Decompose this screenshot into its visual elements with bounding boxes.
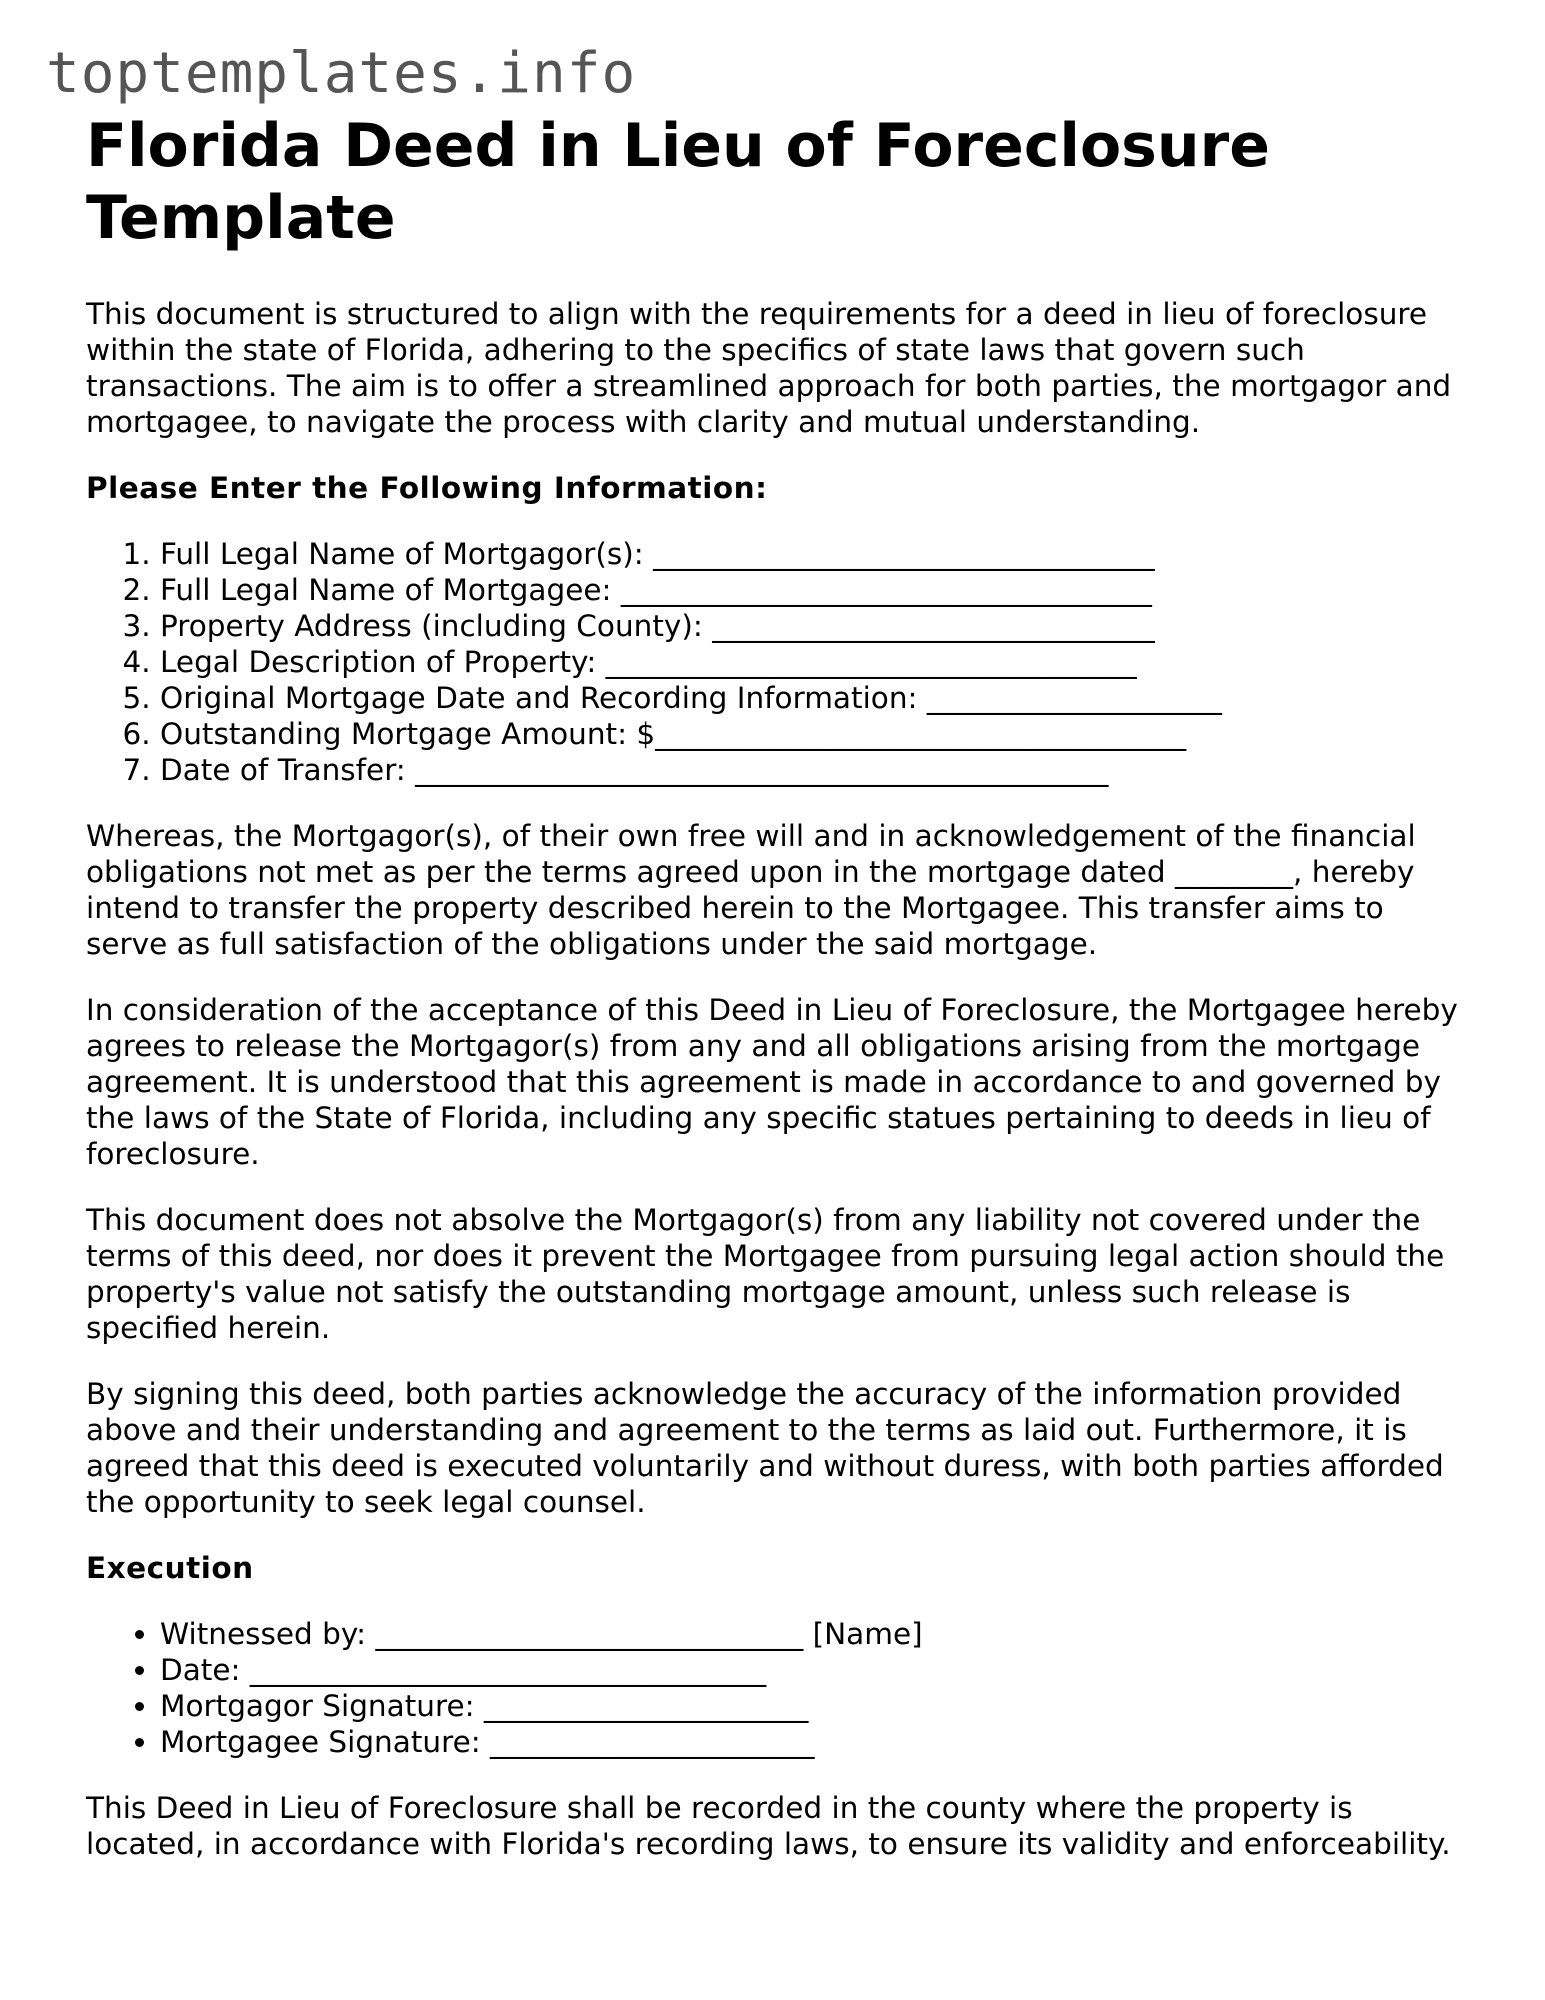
info-heading: Please Enter the Following Information: bbox=[86, 471, 768, 505]
intro-paragraph: This document is structured to align with the requirements for a deed in lieu of foreclosure within the state of Florida, adhering to the specifics of state laws that govern such transactions. The aim is to offer a streamlined approach for both parties, the mortgagor and mortgagee, to navigate the process with clarity and mutual understanding. bbox=[86, 297, 1452, 439]
list-item: 2. Full Legal Name of Mortgagee: ____________________________________ bbox=[160, 572, 1466, 608]
list-item: • Mortgagor Signature: ______________________ bbox=[160, 1688, 1466, 1724]
list-item: 1. Full Legal Name of Mortgagor(s): __________________________________ bbox=[160, 536, 1466, 572]
site-watermark: toptemplates.info bbox=[46, 41, 637, 106]
list-item: • Witnessed by: _____________________________ [Name] bbox=[160, 1616, 1466, 1652]
execution-list bbox=[86, 1616, 1466, 1760]
consideration-paragraph: In consideration of the acceptance of this Deed in Lieu of Foreclosure, the Mortgagee hereby agrees to release the Mortgagor(s) from any and all obligations arising from the mortgage agreement. It is understood that this agreement is made in accordance to and governed by the laws of the State of Florida, including any specific statues pertaining to deeds in lieu of foreclosure. bbox=[86, 993, 1458, 1171]
execution-heading: Execution bbox=[86, 1551, 254, 1585]
info-list bbox=[86, 536, 1466, 788]
list-item: • Mortgagee Signature: ______________________ bbox=[160, 1724, 1466, 1760]
list-item: 6. Outstanding Mortgage Amount: $____________________________________ bbox=[160, 716, 1466, 752]
closing-paragraph: This Deed in Lieu of Foreclosure shall be recorded in the county where the property is located, in accordance with Florida's recording laws, to ensure its validity and enforceability. bbox=[86, 1791, 1451, 1861]
list-item: • Date: ___________________________________ bbox=[160, 1652, 1466, 1688]
whereas-paragraph: Whereas, the Mortgagor(s), of their own free will and in acknowledgement of the financial obligations not met as per the terms agreed upon in the mortgage dated ________, hereby intend to transfer the property described herein to the Mortgagee. This transfer aims to serve as full satisfaction of the obligations under the said mortgage. bbox=[86, 819, 1416, 961]
list-item: 5. Original Mortgage Date and Recording Information: ____________________ bbox=[160, 680, 1466, 716]
list-item: 3. Property Address (including County): ______________________________ bbox=[160, 608, 1466, 644]
liability-paragraph: This document does not absolve the Mortgagor(s) from any liability not covered under the terms of this deed, nor does it prevent the Mortgagee from pursuing legal action should the property's value not satisfy the outstanding mortgage amount, unless such release is specified herein. bbox=[86, 1203, 1445, 1345]
list-item: 7. Date of Transfer: _______________________________________________ bbox=[160, 752, 1466, 788]
list-item: 4. Legal Description of Property: ____________________________________ bbox=[160, 644, 1466, 680]
document-title: Florida Deed in Lieu of Foreclosure Template bbox=[86, 111, 1270, 253]
document-body bbox=[86, 110, 1466, 1892]
acknowledgement-paragraph: By signing this deed, both parties acknowledge the accuracy of the information provided above and their understanding and agreement to the terms as laid out. Furthermore, it is agreed that this deed is executed voluntarily and without duress, with both parties afforded the opportunity to seek legal counsel. bbox=[86, 1377, 1444, 1519]
